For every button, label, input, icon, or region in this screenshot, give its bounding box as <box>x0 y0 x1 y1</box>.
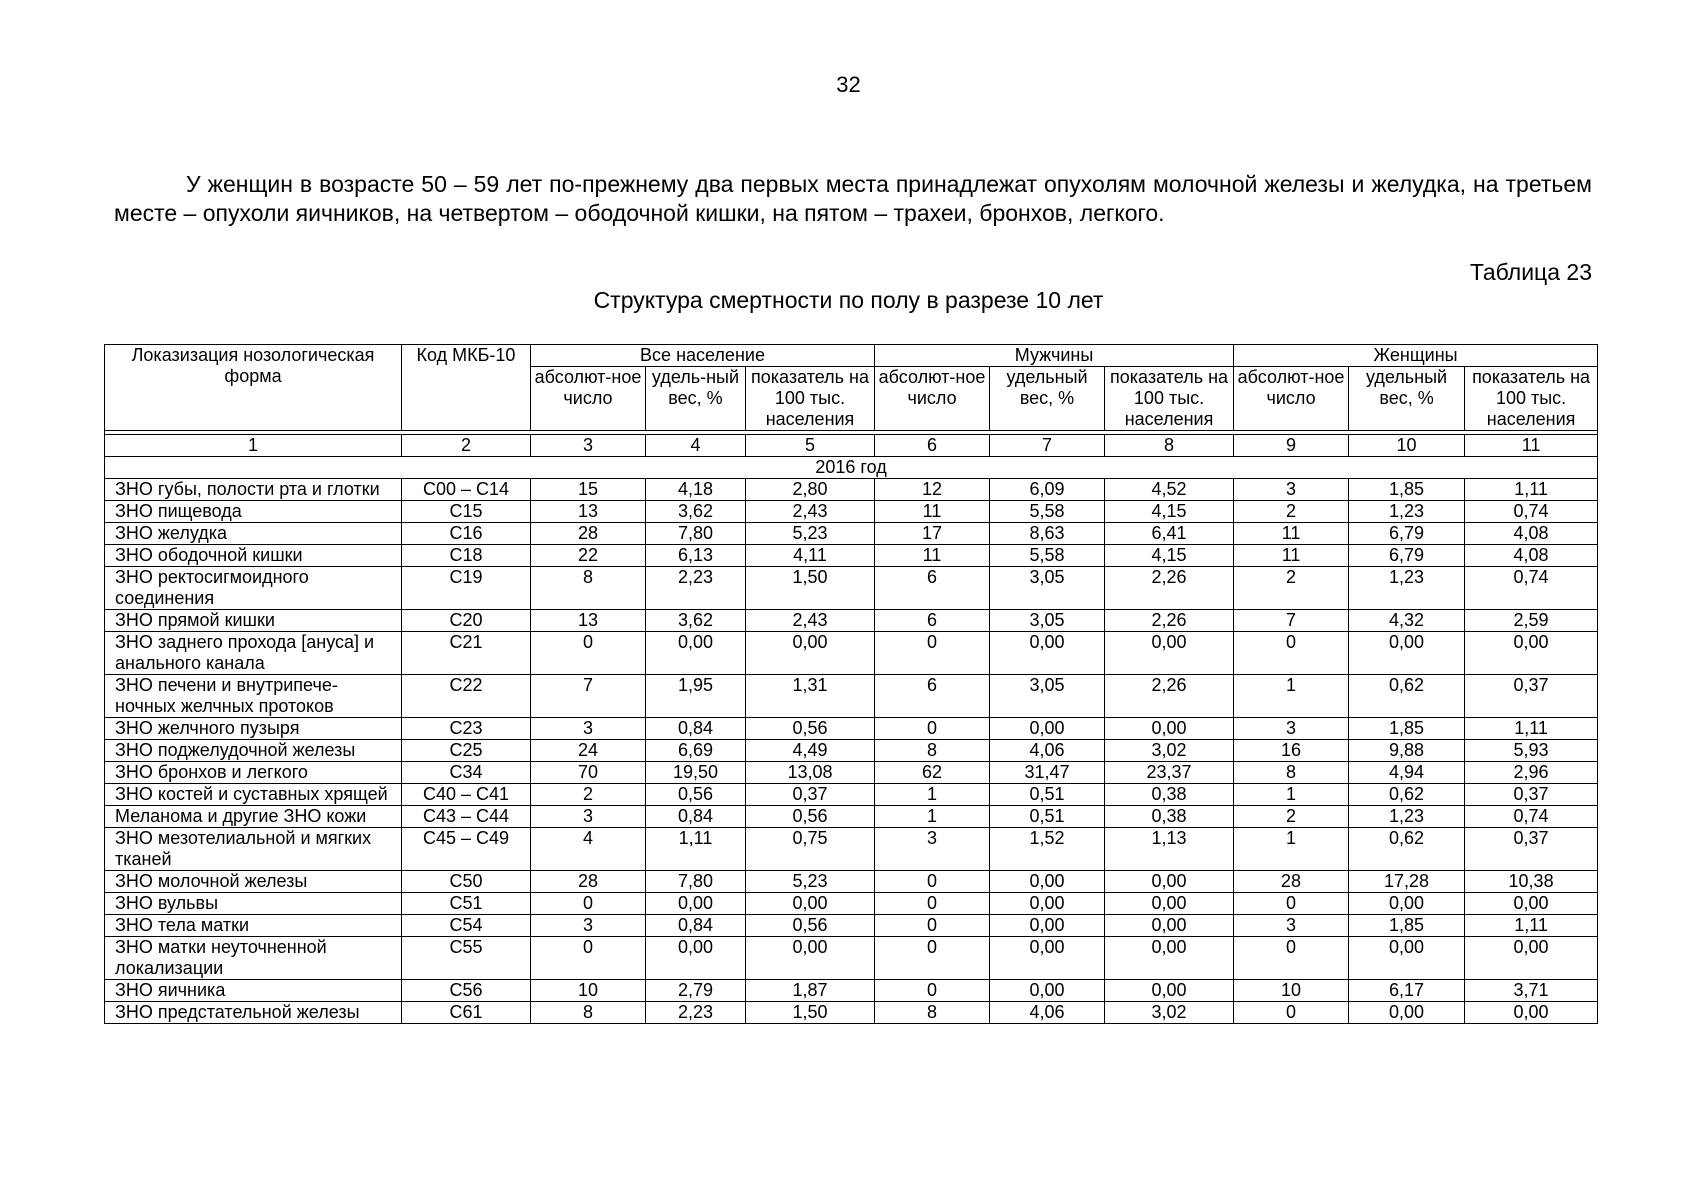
row-value: 1,13 <box>1105 828 1234 871</box>
row-code: С21 <box>402 632 531 675</box>
row-value: 8 <box>531 1002 646 1024</box>
column-number-row <box>105 435 1598 457</box>
row-value: 4,08 <box>1465 523 1598 545</box>
header-all-abs: абсолют-ное число <box>531 367 646 431</box>
row-value: 5,23 <box>746 871 875 893</box>
row-value: 2,26 <box>1105 675 1234 718</box>
row-value: 0,00 <box>990 915 1105 937</box>
row-value: 1,95 <box>646 675 746 718</box>
row-value: 1,11 <box>646 828 746 871</box>
column-number: 4 <box>646 435 746 457</box>
row-code: С54 <box>402 915 531 937</box>
row-value: 0,00 <box>1349 893 1465 915</box>
row-code: С19 <box>402 567 531 610</box>
row-value: 11 <box>1234 523 1349 545</box>
row-value: 2,43 <box>746 501 875 523</box>
intro-paragraph: У женщин в возрасте 50 – 59 лет по-прежнему два первых места принадлежат опухолям молочной железы и желудка, на третьем месте – опухоли яичников, на четвертом – ободочной кишки, на пятом – трахеи, бронхов, легкого. <box>114 171 1592 226</box>
row-value: 3,02 <box>1105 1002 1234 1024</box>
row-value: 4,15 <box>1105 545 1234 567</box>
row-value: 0,56 <box>746 915 875 937</box>
row-name: ЗНО предстательной железы <box>105 1002 402 1024</box>
row-code: С50 <box>402 871 531 893</box>
row-value: 0,00 <box>1465 632 1598 675</box>
year-row <box>105 457 1598 479</box>
row-value: 2 <box>1234 567 1349 610</box>
row-value: 0,00 <box>1105 718 1234 740</box>
row-value: 6,69 <box>646 740 746 762</box>
row-value: 10 <box>1234 980 1349 1002</box>
row-value: 0,62 <box>1349 675 1465 718</box>
row-name: ЗНО тела матки <box>105 915 402 937</box>
table-row <box>105 610 1598 632</box>
row-value: 13 <box>531 501 646 523</box>
row-value: 0,00 <box>1349 1002 1465 1024</box>
row-name: ЗНО ректосигмоидного соединения <box>105 567 402 610</box>
row-value: 2,79 <box>646 980 746 1002</box>
row-value: 8 <box>875 740 990 762</box>
row-code: С18 <box>402 545 531 567</box>
row-name: ЗНО бронхов и легкого <box>105 762 402 784</box>
row-value: 0,00 <box>1465 1002 1598 1024</box>
row-value: 2,23 <box>646 1002 746 1024</box>
row-value: 3,05 <box>990 675 1105 718</box>
row-value: 22 <box>531 545 646 567</box>
row-value: 0,00 <box>646 937 746 980</box>
row-value: 0,00 <box>1105 937 1234 980</box>
row-value: 0,56 <box>746 718 875 740</box>
row-value: 1 <box>875 784 990 806</box>
row-value: 0 <box>875 893 990 915</box>
row-value: 0,00 <box>746 937 875 980</box>
row-code: С55 <box>402 937 531 980</box>
row-value: 1,50 <box>746 567 875 610</box>
row-value: 13,08 <box>746 762 875 784</box>
row-value: 0,37 <box>1465 784 1598 806</box>
row-name: ЗНО ободочной кишки <box>105 545 402 567</box>
row-value: 0 <box>1234 1002 1349 1024</box>
table-row <box>105 762 1598 784</box>
row-value: 0,84 <box>646 915 746 937</box>
row-value: 4,06 <box>990 740 1105 762</box>
row-value: 0 <box>875 871 990 893</box>
row-name: ЗНО печени и внутрипече-ночных желчных протоков <box>105 675 402 718</box>
row-value: 3 <box>531 915 646 937</box>
row-value: 10,38 <box>1465 871 1598 893</box>
row-value: 1,23 <box>1349 501 1465 523</box>
row-value: 0,37 <box>1465 675 1598 718</box>
row-value: 28 <box>531 871 646 893</box>
row-value: 8 <box>875 1002 990 1024</box>
header-code: Код МКБ-10 <box>402 345 531 431</box>
table-row <box>105 980 1598 1002</box>
row-value: 2,26 <box>1105 567 1234 610</box>
mortality-table <box>104 344 1598 1024</box>
row-value: 10 <box>531 980 646 1002</box>
row-value: 0,00 <box>990 718 1105 740</box>
column-number: 8 <box>1105 435 1234 457</box>
row-value: 3 <box>1234 718 1349 740</box>
year-label: 2016 год <box>105 457 1598 479</box>
row-value: 1 <box>1234 784 1349 806</box>
row-value: 6,41 <box>1105 523 1234 545</box>
row-value: 6,09 <box>990 479 1105 501</box>
row-value: 4,18 <box>646 479 746 501</box>
row-value: 0,37 <box>1465 828 1598 871</box>
row-value: 2 <box>1234 806 1349 828</box>
row-value: 8,63 <box>990 523 1105 545</box>
header-name: Локазизация нозологическая форма <box>105 345 402 431</box>
row-value: 1,85 <box>1349 915 1465 937</box>
row-value: 0,51 <box>990 784 1105 806</box>
row-value: 1 <box>875 806 990 828</box>
header-row-groups <box>105 345 1598 367</box>
row-name: ЗНО мезотелиальной и мягких тканей <box>105 828 402 871</box>
row-value: 1 <box>1234 828 1349 871</box>
table-row <box>105 915 1598 937</box>
row-code: С40 – С41 <box>402 784 531 806</box>
row-value: 62 <box>875 762 990 784</box>
row-name: ЗНО матки неуточненной локализации <box>105 937 402 980</box>
row-value: 1,85 <box>1349 718 1465 740</box>
row-value: 4,08 <box>1465 545 1598 567</box>
row-value: 0,84 <box>646 806 746 828</box>
row-value: 0,37 <box>746 784 875 806</box>
row-value: 3,71 <box>1465 980 1598 1002</box>
row-value: 2,96 <box>1465 762 1598 784</box>
row-value: 0 <box>531 632 646 675</box>
row-value: 0,00 <box>1349 937 1465 980</box>
row-value: 3 <box>875 828 990 871</box>
table-row <box>105 937 1598 980</box>
table-row <box>105 740 1598 762</box>
row-value: 24 <box>531 740 646 762</box>
row-value: 17,28 <box>1349 871 1465 893</box>
table-row <box>105 523 1598 545</box>
column-number: 3 <box>531 435 646 457</box>
row-name: ЗНО желчного пузыря <box>105 718 402 740</box>
row-code: С34 <box>402 762 531 784</box>
row-value: 1,11 <box>1465 915 1598 937</box>
row-value: 0,00 <box>990 893 1105 915</box>
row-name: ЗНО губы, полости рта и глотки <box>105 479 402 501</box>
column-number: 1 <box>105 435 402 457</box>
row-value: 0 <box>1234 893 1349 915</box>
row-value: 13 <box>531 610 646 632</box>
row-name: ЗНО костей и суставных хрящей <box>105 784 402 806</box>
row-value: 3,02 <box>1105 740 1234 762</box>
row-code: С25 <box>402 740 531 762</box>
header-group-men: Мужчины <box>875 345 1234 367</box>
row-value: 5,93 <box>1465 740 1598 762</box>
row-value: 1,11 <box>1465 479 1598 501</box>
row-value: 11 <box>875 501 990 523</box>
row-value: 0,74 <box>1465 567 1598 610</box>
row-value: 1,50 <box>746 1002 875 1024</box>
row-value: 1 <box>1234 675 1349 718</box>
row-value: 0,00 <box>1105 915 1234 937</box>
row-value: 1,11 <box>1465 718 1598 740</box>
row-value: 0 <box>875 937 990 980</box>
table-row <box>105 806 1598 828</box>
row-value: 7,80 <box>646 523 746 545</box>
row-name: ЗНО вульвы <box>105 893 402 915</box>
row-value: 0,38 <box>1105 784 1234 806</box>
row-value: 28 <box>531 523 646 545</box>
header-men-abs: абсолют-ное число <box>875 367 990 431</box>
row-value: 17 <box>875 523 990 545</box>
row-value: 0,74 <box>1465 501 1598 523</box>
row-value: 3,62 <box>646 610 746 632</box>
row-name: Меланома и другие ЗНО кожи <box>105 806 402 828</box>
row-value: 0,00 <box>990 871 1105 893</box>
column-number: 11 <box>1465 435 1598 457</box>
row-name: ЗНО пищевода <box>105 501 402 523</box>
row-value: 2,59 <box>1465 610 1598 632</box>
row-value: 6,79 <box>1349 523 1465 545</box>
row-value: 1,23 <box>1349 806 1465 828</box>
row-value: 4 <box>531 828 646 871</box>
column-number: 7 <box>990 435 1105 457</box>
row-value: 19,50 <box>646 762 746 784</box>
row-value: 31,47 <box>990 762 1105 784</box>
table-row <box>105 1002 1598 1024</box>
row-value: 1,85 <box>1349 479 1465 501</box>
row-value: 3 <box>1234 915 1349 937</box>
row-name: ЗНО желудка <box>105 523 402 545</box>
row-value: 0,74 <box>1465 806 1598 828</box>
table-row <box>105 784 1598 806</box>
header-group-women: Женщины <box>1234 345 1598 367</box>
row-value: 0 <box>531 893 646 915</box>
row-code: С22 <box>402 675 531 718</box>
row-value: 1,31 <box>746 675 875 718</box>
header-men-share: удельный вес, % <box>990 367 1105 431</box>
row-value: 3 <box>1234 479 1349 501</box>
row-value: 0 <box>875 980 990 1002</box>
row-value: 0,00 <box>1105 893 1234 915</box>
column-number: 10 <box>1349 435 1465 457</box>
header-group-all: Все население <box>531 345 875 367</box>
header-women-rate: показатель на 100 тыс. населения <box>1465 367 1598 431</box>
row-value: 0,51 <box>990 806 1105 828</box>
header-women-abs: абсолют-ное число <box>1234 367 1349 431</box>
row-value: 2,26 <box>1105 610 1234 632</box>
row-value: 4,06 <box>990 1002 1105 1024</box>
row-value: 15 <box>531 479 646 501</box>
row-code: С20 <box>402 610 531 632</box>
table-row <box>105 675 1598 718</box>
row-value: 4,11 <box>746 545 875 567</box>
table-row <box>105 632 1598 675</box>
row-value: 3,05 <box>990 567 1105 610</box>
row-name: ЗНО прямой кишки <box>105 610 402 632</box>
row-value: 0,62 <box>1349 784 1465 806</box>
row-name: ЗНО заднего прохода [ануса] и анального канала <box>105 632 402 675</box>
row-value: 70 <box>531 762 646 784</box>
row-value: 7,80 <box>646 871 746 893</box>
row-value: 3,05 <box>990 610 1105 632</box>
row-value: 0,00 <box>1465 893 1598 915</box>
row-value: 1,23 <box>1349 567 1465 610</box>
row-value: 0,00 <box>746 632 875 675</box>
row-value: 0,00 <box>1105 980 1234 1002</box>
row-value: 0,00 <box>1105 632 1234 675</box>
row-value: 2,80 <box>746 479 875 501</box>
row-value: 7 <box>531 675 646 718</box>
row-value: 6,17 <box>1349 980 1465 1002</box>
row-value: 2 <box>1234 501 1349 523</box>
row-name: ЗНО молочной железы <box>105 871 402 893</box>
row-value: 0 <box>875 718 990 740</box>
column-number: 6 <box>875 435 990 457</box>
table-row <box>105 871 1598 893</box>
row-code: С51 <box>402 893 531 915</box>
row-value: 12 <box>875 479 990 501</box>
row-value: 11 <box>1234 545 1349 567</box>
row-value: 0,00 <box>1465 937 1598 980</box>
row-value: 0,62 <box>1349 828 1465 871</box>
row-value: 0,00 <box>990 632 1105 675</box>
row-value: 0 <box>875 915 990 937</box>
row-value: 11 <box>875 545 990 567</box>
row-value: 23,37 <box>1105 762 1234 784</box>
row-value: 5,58 <box>990 545 1105 567</box>
row-value: 2,43 <box>746 610 875 632</box>
row-code: С45 – С49 <box>402 828 531 871</box>
row-value: 5,58 <box>990 501 1105 523</box>
row-value: 7 <box>1234 610 1349 632</box>
row-code: С56 <box>402 980 531 1002</box>
row-value: 0,00 <box>646 632 746 675</box>
row-value: 28 <box>1234 871 1349 893</box>
row-value: 0 <box>875 632 990 675</box>
row-value: 0,00 <box>1349 632 1465 675</box>
table-row <box>105 893 1598 915</box>
row-value: 9,88 <box>1349 740 1465 762</box>
row-value: 4,32 <box>1349 610 1465 632</box>
row-value: 8 <box>531 567 646 610</box>
column-number: 2 <box>402 435 531 457</box>
table-row <box>105 479 1598 501</box>
row-value: 8 <box>1234 762 1349 784</box>
row-value: 0 <box>1234 632 1349 675</box>
row-value: 4,15 <box>1105 501 1234 523</box>
table-row <box>105 718 1598 740</box>
row-value: 0 <box>531 937 646 980</box>
row-value: 0,00 <box>990 980 1105 1002</box>
row-code: С61 <box>402 1002 531 1024</box>
table-number: Таблица 23 <box>1469 259 1592 285</box>
row-value: 6 <box>875 675 990 718</box>
row-value: 1,87 <box>746 980 875 1002</box>
row-value: 16 <box>1234 740 1349 762</box>
row-value: 6 <box>875 610 990 632</box>
row-name: ЗНО поджелудочной железы <box>105 740 402 762</box>
row-code: С15 <box>402 501 531 523</box>
row-value: 5,23 <box>746 523 875 545</box>
row-value: 0,00 <box>1105 871 1234 893</box>
row-value: 0,56 <box>746 806 875 828</box>
table-title: Структура смертности по полу в разрезе 10 лет <box>593 287 1104 313</box>
column-number: 9 <box>1234 435 1349 457</box>
row-value: 0,75 <box>746 828 875 871</box>
table-row <box>105 828 1598 871</box>
table-row <box>105 545 1598 567</box>
page-number: 32 <box>836 72 861 97</box>
row-value: 3 <box>531 718 646 740</box>
row-value: 6 <box>875 567 990 610</box>
row-value: 4,52 <box>1105 479 1234 501</box>
header-women-share: удельный вес, % <box>1349 367 1465 431</box>
table-body <box>105 345 1598 1024</box>
row-value: 4,49 <box>746 740 875 762</box>
column-number: 5 <box>746 435 875 457</box>
row-value: 0,00 <box>646 893 746 915</box>
row-code: С16 <box>402 523 531 545</box>
row-value: 0,56 <box>646 784 746 806</box>
row-code: С23 <box>402 718 531 740</box>
row-value: 0,00 <box>746 893 875 915</box>
row-value: 0,84 <box>646 718 746 740</box>
row-value: 0 <box>1234 937 1349 980</box>
header-all-rate: показатель на 100 тыс. населения <box>746 367 875 431</box>
row-code: С43 – С44 <box>402 806 531 828</box>
row-name: ЗНО яичника <box>105 980 402 1002</box>
row-value: 3,62 <box>646 501 746 523</box>
row-value: 2 <box>531 784 646 806</box>
row-value: 0,00 <box>990 937 1105 980</box>
row-value: 4,94 <box>1349 762 1465 784</box>
header-men-rate: показатель на 100 тыс. населения <box>1105 367 1234 431</box>
row-code: С00 – С14 <box>402 479 531 501</box>
table-row <box>105 567 1598 610</box>
row-value: 0,38 <box>1105 806 1234 828</box>
row-value: 6,79 <box>1349 545 1465 567</box>
row-value: 6,13 <box>646 545 746 567</box>
row-value: 2,23 <box>646 567 746 610</box>
row-value: 3 <box>531 806 646 828</box>
table-row <box>105 501 1598 523</box>
header-all-share: удель-ный вес, % <box>646 367 746 431</box>
row-value: 1,52 <box>990 828 1105 871</box>
